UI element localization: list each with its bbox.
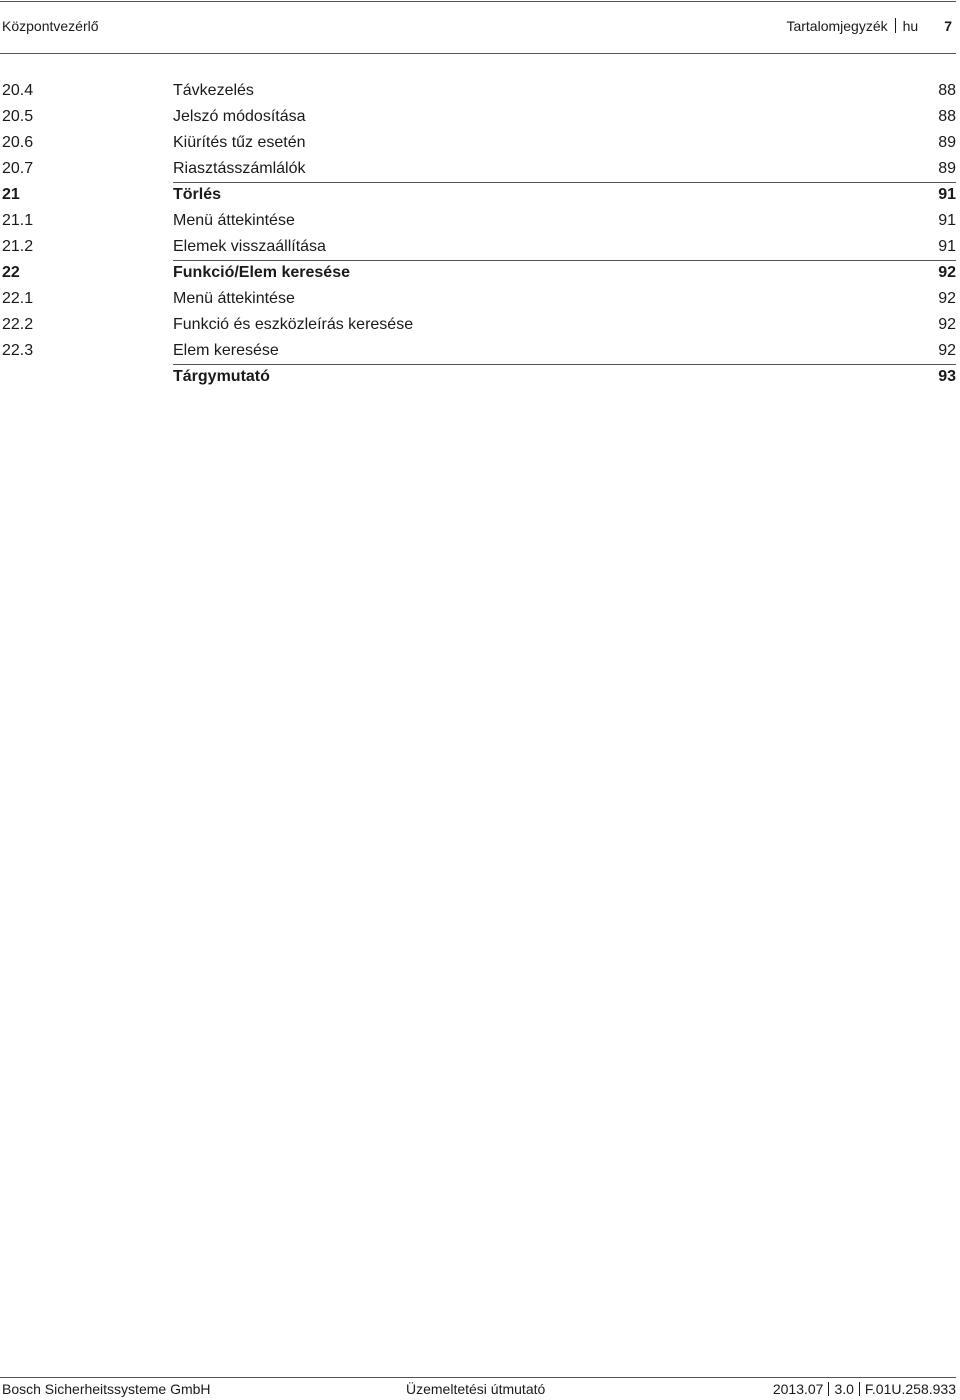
toc-section-row[interactable] (0, 208, 956, 234)
header-separator (895, 18, 896, 33)
toc-entry-number: 20.4 (2, 82, 34, 99)
toc-entry-page: 91 (938, 186, 956, 203)
toc-entry-page: 89 (938, 134, 956, 151)
table-of-contents (0, 78, 956, 390)
toc-entry-page: 88 (938, 108, 956, 125)
page-footer (0, 1381, 956, 1399)
toc-entry-title[interactable]: Tárgymutató (173, 368, 270, 385)
toc-entry-title[interactable]: Elem keresése (173, 342, 279, 359)
header-product-title: Központvezérlő (2, 18, 99, 34)
toc-entry-page: 93 (938, 368, 956, 385)
toc-entry-title[interactable]: Menü áttekintése (173, 290, 295, 307)
toc-entry-number: 22.3 (2, 342, 34, 359)
toc-entry-number: 21.1 (2, 212, 34, 229)
toc-entry-page: 89 (938, 160, 956, 177)
toc-chapter-row[interactable] (0, 364, 956, 390)
toc-entry-number: 22.1 (2, 290, 34, 307)
footer-separator (828, 1382, 829, 1396)
toc-chapter-row[interactable] (0, 260, 956, 286)
toc-entry-number: 22.2 (2, 316, 34, 333)
toc-entry-title[interactable]: Funkció/Elem keresése (173, 264, 350, 281)
toc-entry-page: 92 (938, 316, 956, 333)
footer-version: 3.0 (834, 1381, 854, 1397)
toc-section-row[interactable] (0, 130, 956, 156)
header-right (786, 18, 952, 34)
header-section-title: Tartalomjegyzék (786, 18, 888, 34)
toc-entry-number: 20.7 (2, 160, 34, 177)
toc-section-row[interactable] (0, 312, 956, 338)
toc-entry-title[interactable]: Menü áttekintése (173, 212, 295, 229)
toc-chapter-row[interactable] (0, 182, 956, 208)
toc-section-row[interactable] (0, 338, 956, 364)
toc-entry-title[interactable]: Törlés (173, 186, 222, 203)
toc-section-row[interactable] (0, 286, 956, 312)
header-rule (0, 53, 956, 54)
footer-document-number: F.01U.258.933 (864, 1381, 956, 1397)
toc-entry-number: 20.5 (2, 108, 34, 125)
header-language: hu (902, 18, 919, 34)
toc-entry-title[interactable]: Kiürítés tűz esetén (173, 134, 306, 151)
footer-date: 2013.07 (772, 1381, 824, 1397)
toc-entry-page: 92 (938, 342, 956, 359)
toc-entry-title[interactable]: Funkció és eszközleírás keresése (173, 316, 414, 333)
toc-entry-number: 22 (2, 264, 20, 281)
toc-entry-number: 21.2 (2, 238, 34, 255)
footer-rule (0, 1377, 956, 1378)
toc-section-row[interactable] (0, 234, 956, 260)
toc-entry-page: 91 (938, 212, 956, 229)
toc-entry-number: 21 (2, 186, 20, 203)
toc-entry-page: 92 (938, 290, 956, 307)
toc-entry-page: 92 (938, 264, 956, 281)
toc-entry-title[interactable]: Távkezelés (173, 82, 254, 99)
toc-section-row[interactable] (0, 156, 956, 182)
header-page-number: 7 (944, 18, 952, 34)
toc-entry-title[interactable]: Riasztásszámlálók (173, 160, 306, 177)
toc-entry-number: 20.6 (2, 134, 34, 151)
toc-entry-title[interactable]: Elemek visszaállítása (173, 238, 326, 255)
footer-document-type: Üzemeltetési útmutató (406, 1381, 546, 1397)
top-rule (0, 1, 956, 2)
toc-section-row[interactable] (0, 104, 956, 130)
toc-entry-title[interactable]: Jelszó módosítása (173, 108, 306, 125)
footer-document-info (773, 1381, 956, 1397)
toc-entry-page: 91 (938, 238, 956, 255)
footer-separator (859, 1382, 860, 1396)
footer-company: Bosch Sicherheitssysteme GmbH (2, 1381, 211, 1397)
page-header (0, 18, 956, 38)
toc-section-row[interactable] (0, 78, 956, 104)
toc-entry-page: 88 (938, 82, 956, 99)
